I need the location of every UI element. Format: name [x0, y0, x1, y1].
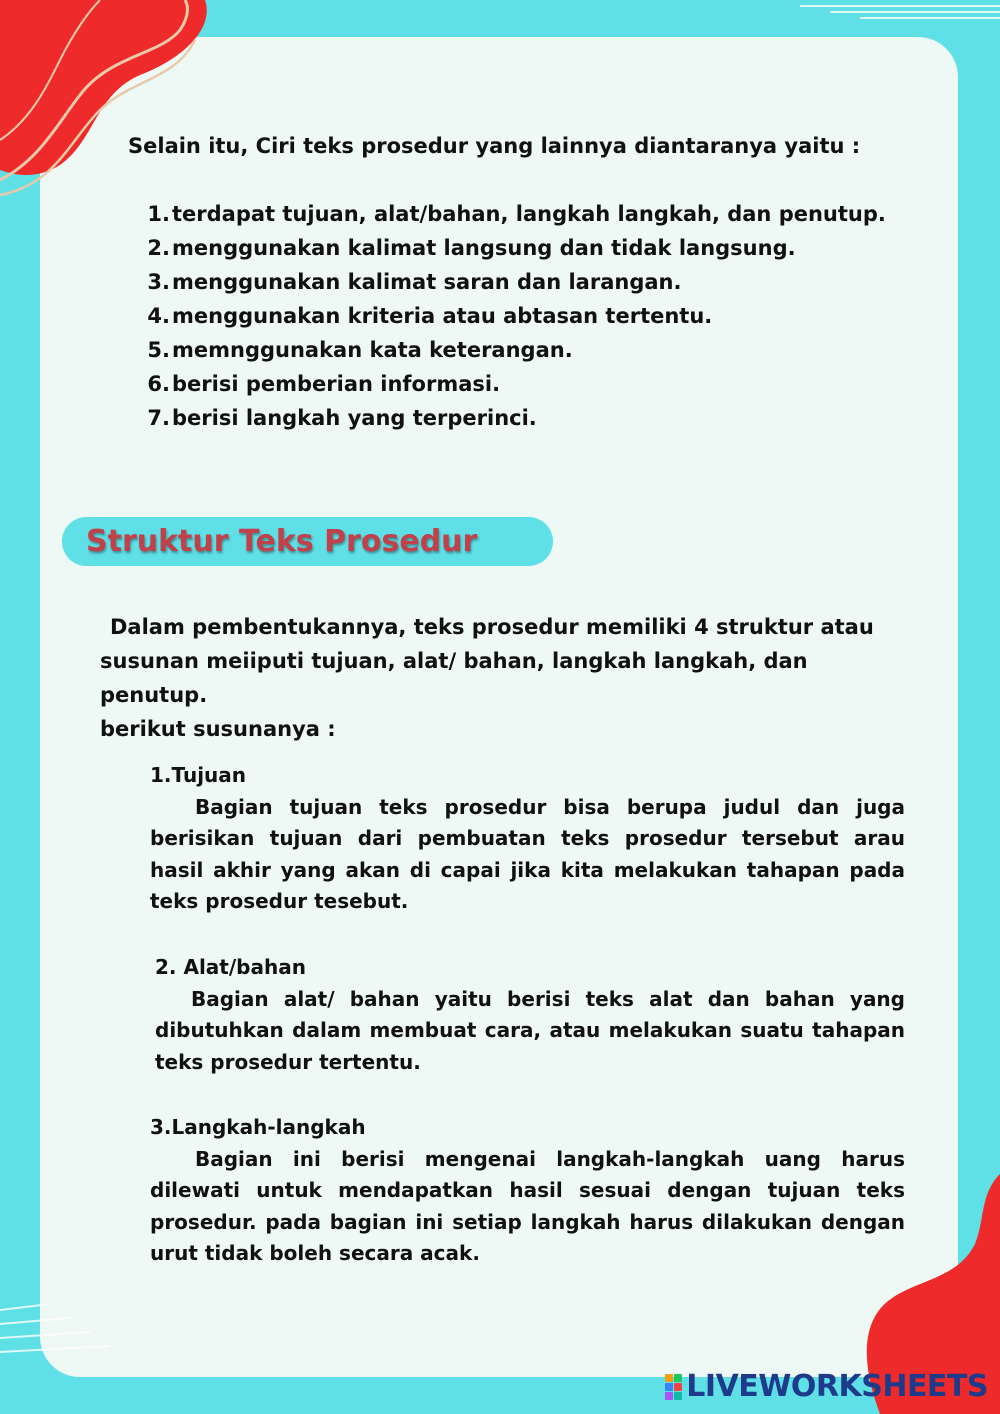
liveworksheets-logo-icon — [665, 1374, 682, 1400]
list-text: berisi pemberian informasi. — [172, 372, 501, 396]
list-item — [128, 401, 913, 435]
corner-blob-top-left — [0, 0, 230, 210]
brand-text: LIVEWORKSHEETS — [686, 1369, 988, 1404]
structure-paragraph — [100, 610, 900, 746]
section-title: 3.Langkah-langkah — [150, 1115, 366, 1139]
section-title: 1.Tujuan — [150, 763, 247, 787]
list-number: 7. — [147, 406, 170, 430]
list-item — [128, 231, 913, 265]
decorative-stripes-top — [800, 2, 1000, 32]
section-heading: Struktur Teks Prosedur — [86, 524, 478, 559]
list-item — [128, 299, 913, 333]
list-item — [128, 333, 913, 367]
decorative-stripes-bottom — [0, 1290, 120, 1370]
intro-text: Selain itu, Ciri teks prosedur yang lainnya diantaranya yaitu : — [128, 134, 861, 158]
section-langkah — [150, 1112, 905, 1270]
list-text: berisi langkah yang terperinci. — [172, 406, 537, 430]
list-item — [128, 265, 913, 299]
ciri-list — [128, 197, 913, 435]
section-title: 2. Alat/bahan — [155, 955, 306, 979]
list-text: terdapat tujuan, alat/bahan, langkah langkah, dan penutup. — [172, 202, 886, 226]
list-text: menggunakan kalimat saran dan larangan. — [172, 270, 682, 294]
list-text: memnggunakan kata keterangan. — [172, 338, 573, 362]
section-body: Bagian tujuan teks prosedur bisa berupa judul dan juga berisikan tujuan dari pembuatan teks prosedur tersebut arau hasil akhir yang akan di capai jika kita melakukan tahapan pada teks prosedur tesebut. — [150, 794, 905, 913]
list-item — [128, 367, 913, 401]
list-number: 3. — [147, 270, 170, 294]
list-text: menggunakan kriteria atau abtasan tertentu. — [172, 304, 713, 328]
list-number: 2. — [147, 236, 170, 260]
section-body: Bagian ini berisi mengenai langkah-langkah uang harus dilewati untuk mendapatkan hasil sesuai dengan tujuan teks prosedur. pada bagian ini setiap langkah harus dilakukan dengan urut tidak boleh secara acak. — [150, 1146, 905, 1265]
liveworksheets-brand[interactable] — [665, 1369, 988, 1404]
paragraph-followup: berikut susunanya : — [100, 717, 336, 741]
section-tujuan — [150, 760, 905, 918]
list-text: menggunakan kalimat langsung dan tidak langsung. — [172, 236, 796, 260]
section-body: Bagian alat/ bahan yaitu berisi teks alat dan bahan yang dibutuhkan dalam membuat cara, atau melakukan suatu tahapan teks prosedur tertentu. — [155, 986, 905, 1074]
list-number: 1. — [147, 202, 170, 226]
paragraph-text: Dalam pembentukannya, teks prosedur memiliki 4 struktur atau susunan meiiputi tujuan, alat/ bahan, langkah langkah, dan penutup. — [100, 615, 874, 707]
list-number: 5. — [147, 338, 170, 362]
list-number: 6. — [147, 372, 170, 396]
list-item — [128, 197, 913, 231]
list-number: 4. — [147, 304, 170, 328]
section-alat-bahan — [155, 952, 905, 1078]
